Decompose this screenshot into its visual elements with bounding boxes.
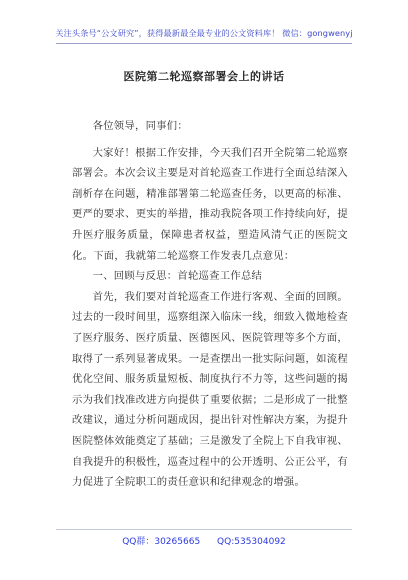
header-divider [56, 43, 352, 44]
footer-qq: QQ:535304092 [217, 537, 286, 547]
footer [0, 534, 408, 547]
paragraph-review: 首先，我们要对首轮巡查工作进行客观、全面的回顾。过去的一段时间里，巡察组深入临床一线，细致入微地检查了医疗服务、医疗质量、医德医风、医院管理等多个方面，取得了一系列显著成果。一是查摆出一批实际问题，如流程优化空间、服务质量短板、制度执行不力等，这些问题的揭示为我们找准改进方向提供了重要依据；二是形成了一批整改建议，通过分析问题成因，提出针对性解决方案，为提升医院整体效能奠定了基础；三是激发了全院上下自我审视、自我提升的积极性，巡查过程中的公开透明、公正公平，有力促进了全院职工的责任意识和纪律观念的增强。 [72, 290, 348, 489]
paragraph-intro: 大家好！根据工作安排，今天我们召开全院第二轮巡察部署会。本次会议主要是对首轮巡查工作进行全面总结深入剖析存在问题，精准部署第二轮巡查任务，以更高的标准、更严的要求、更实的举措，推动我院各项工作持续向好，提升医疗服务质量，保障患者权益，塑造风清气正的医院文化。下面，我就第二轮巡察工作发表几点意见： [72, 146, 348, 262]
document-title: 医院第二轮巡察部署会上的讲话 [123, 70, 285, 83]
salutation: 各位领导，同事们： [92, 120, 188, 132]
header-banner: 关注头条号“公文研究”，获得最新最全最专业的公文资料库！ 微信：gongwenyj [55, 28, 353, 38]
footer-qq-group: QQ群：30265665 [122, 537, 201, 547]
document-body [72, 116, 348, 493]
section-heading: 一、回顾与反思：首轮巡查工作总结 [92, 270, 263, 283]
footer-divider [56, 529, 352, 530]
